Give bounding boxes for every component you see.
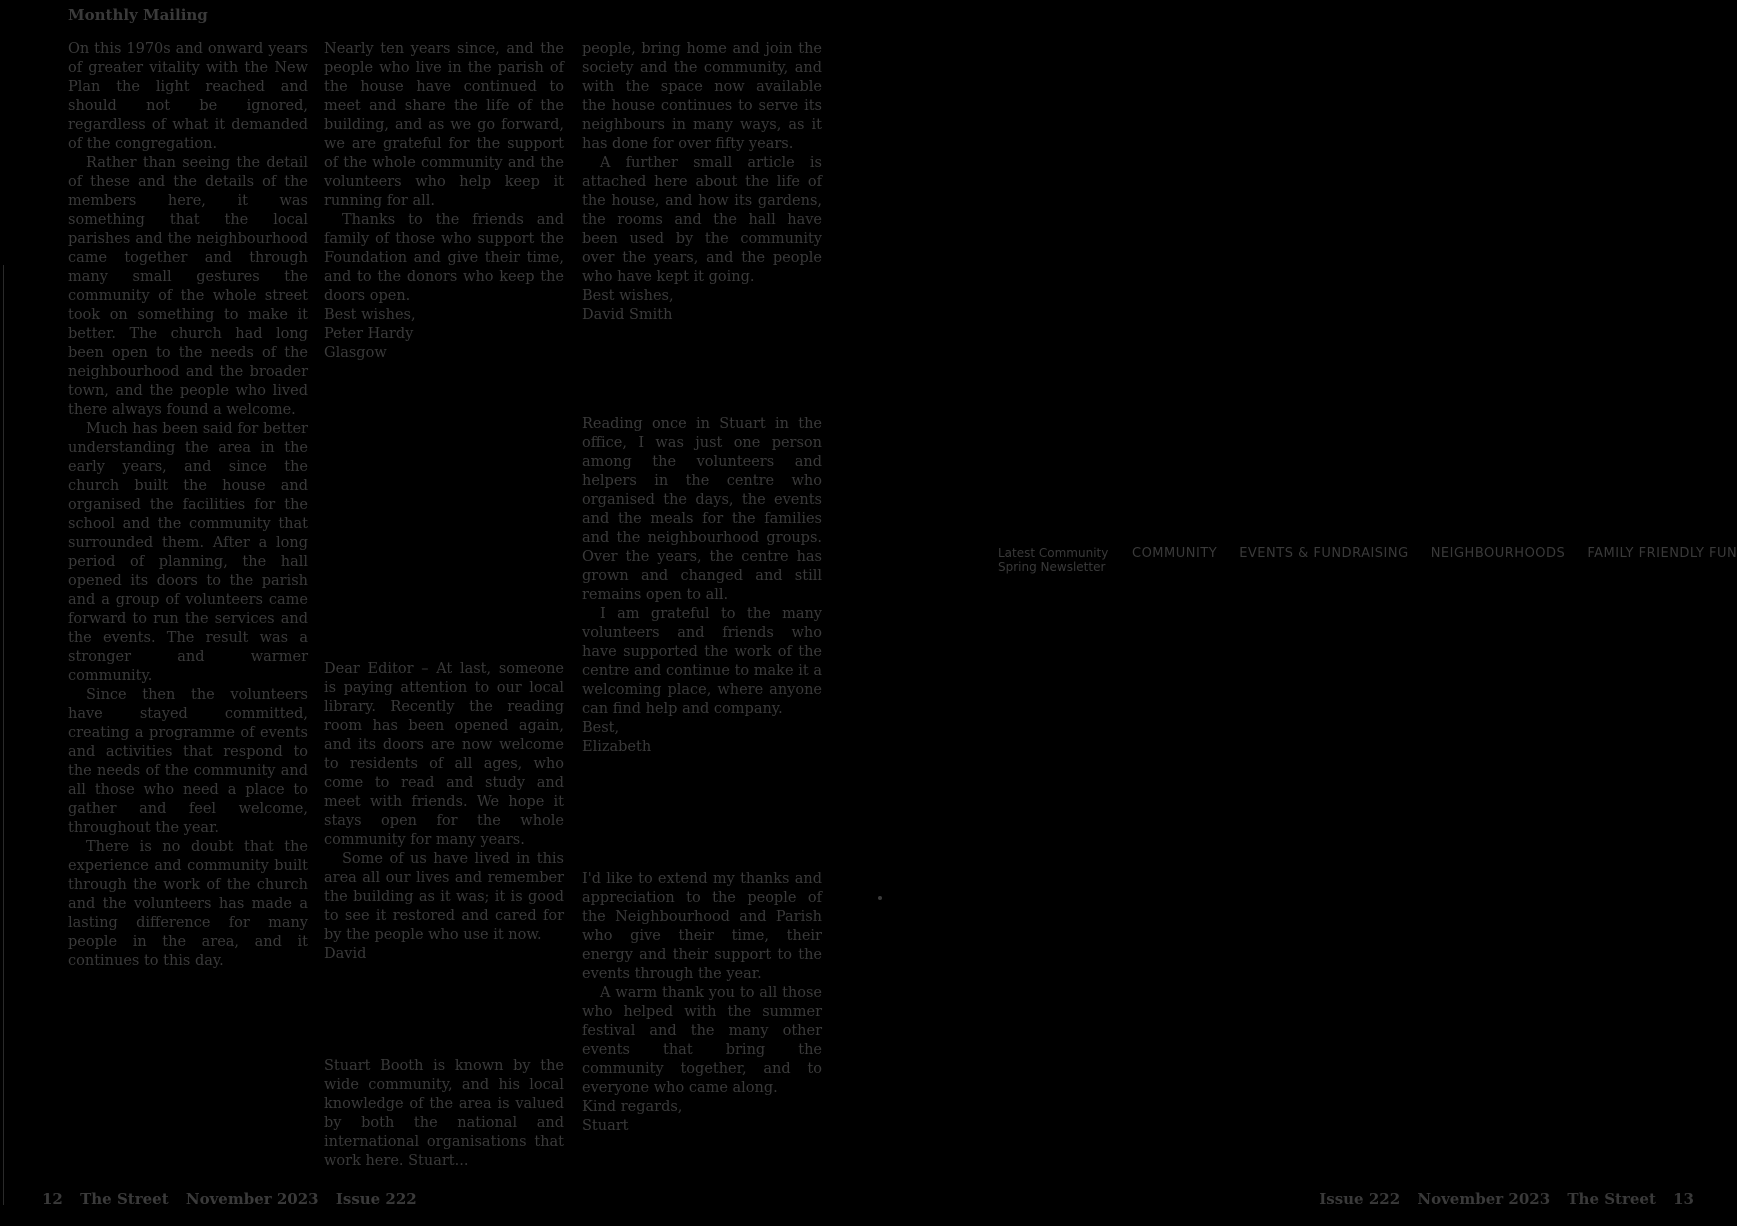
- paragraph: I am grateful to the many volunteers and friends who have supported the work of the centre and continue to make it a welcoming place, where anyone can find help and company.: [582, 606, 822, 717]
- footer-left: [42, 1190, 429, 1208]
- paragraph: Some of us have lived in this area all our lives and remember the building as it was; it is good to see it restored and cared for by the people who use it now.: [324, 851, 564, 943]
- paragraph: Rather than seeing the detail of these and the details of the members here, it was something that the local parishes and the neighbourhood came together and through many small gestures the community of the whole street took on something to make it better. The church had long been open to the needs of the neighbourhood and the broader town, and the people who lived there always found a welcome.: [68, 155, 308, 418]
- letters-column-1: [68, 40, 308, 1185]
- letter-block: [582, 415, 822, 840]
- letter-location: Glasgow: [324, 345, 387, 361]
- paragraph: people, bring home and join the society and the community, and with the space now available the house continues to serve its neighbours in many ways, as it has done for over fifty years.: [582, 41, 822, 152]
- letter-author: Peter Hardy: [324, 326, 414, 342]
- letter-block: [324, 660, 564, 1022]
- bullet-dot-icon: [878, 896, 882, 900]
- letter-signoff: Best wishes,: [324, 307, 416, 323]
- letter-signoff: Best,: [582, 720, 620, 736]
- nav-item-community[interactable]: COMMUNITY: [1132, 546, 1218, 561]
- paragraph: A further small article is attached here about the life of the house, and how its gardens, the rooms and the hall have been used by the community over the years, and the people who have kept it going.: [582, 155, 822, 285]
- letter-author: Elizabeth: [582, 739, 652, 755]
- paragraph: Nearly ten years since, and the people who live in the parish of the house have continued to meet and share the life of the building, and as we go forward, we are grateful for the support of the whole community and the volunteers who help keep it running for all.: [324, 41, 564, 209]
- letter-signoff: Best wishes,: [582, 288, 674, 304]
- paragraph: On this 1970s and onward years of greater vitality with the New Plan the light reached and should not be ignored, regardless of what it demanded of the congregation.: [68, 41, 308, 152]
- paragraph: Stuart Booth is known by the wide community, and his local knowledge of the area is valued by both the national and international organisations that work here. Stuart...: [324, 1058, 564, 1169]
- letter-block: [582, 40, 822, 380]
- paragraph: Since then the volunteers have stayed committed, creating a programme of events and activities that respond to the needs of the community and all those who need a place to gather and feel welcome, throughout the year.: [68, 687, 308, 836]
- nav-brand: Latest Community Spring Newsletter: [998, 546, 1109, 574]
- letter-author: David Smith: [582, 307, 673, 323]
- paragraph: There is no doubt that the experience and community built through the work of the church and the volunteers has made a lasting difference for many people in the area, and it continues to this day.: [68, 839, 308, 969]
- letter-block: [582, 870, 822, 1175]
- letter-author: David: [324, 946, 367, 962]
- page-edge-rule: [3, 265, 4, 1205]
- nav-item-events[interactable]: EVENTS & FUNDRAISING: [1239, 546, 1409, 561]
- nav-item-family[interactable]: FAMILY FRIENDLY FUN: [1587, 546, 1737, 561]
- paragraph: Dear Editor – At last, someone is paying attention to our local library. Recently the reading room has been opened again, and its doors are now welcome to residents of all ages, who come to read and study and meet with friends. We hope it stays open for the whole community for many years.: [324, 661, 564, 848]
- section-nav: [998, 546, 1737, 574]
- letter-signoff: Kind regards,: [582, 1099, 683, 1115]
- paragraph: Much has been said for better understanding the area in the early years, and since the church built the house and organised the facilities for the school and the community that surrounded them. After a long period of planning, the hall opened its doors to the parish and a group of volunteers came forward to run the services and the events. The result was a stronger and warmer community.: [68, 421, 308, 684]
- issue-date: November 2023: [185, 1190, 319, 1208]
- footer-right: [1319, 1190, 1706, 1208]
- page-number: 12: [42, 1190, 63, 1208]
- letter-block: [324, 1057, 564, 1174]
- paragraph: I'd like to extend my thanks and appreciation to the people of the Neighbourhood and Parish who give their time, their energy and their support to the events through the year.: [582, 871, 822, 982]
- paragraph: Reading once in Stuart in the office, I was just one person among the volunteers and helpers in the centre who organised the days, the events and the meals for the families and the neighbourhood groups. Over the years, the centre has grown and changed and still remains open to all.: [582, 416, 822, 603]
- running-head: Monthly Mailing: [68, 6, 208, 24]
- nav-item-neighbourhoods[interactable]: NEIGHBOURHOODS: [1430, 546, 1566, 561]
- issue-number: Issue 222: [335, 1190, 417, 1208]
- paragraph: A warm thank you to all those who helped with the summer festival and the many other events that bring the community together, and to everyone who came along.: [582, 985, 822, 1096]
- publication-name: The Street: [1567, 1190, 1656, 1208]
- page-number: 13: [1673, 1190, 1694, 1208]
- letter-block: [324, 40, 564, 420]
- issue-number: Issue 222: [1319, 1190, 1401, 1208]
- publication-name: The Street: [80, 1190, 169, 1208]
- letter-author: Stuart: [582, 1118, 629, 1134]
- issue-date: November 2023: [1417, 1190, 1551, 1208]
- paragraph: Thanks to the friends and family of those who support the Foundation and give their time, and to the donors who keep the doors open.: [324, 212, 564, 304]
